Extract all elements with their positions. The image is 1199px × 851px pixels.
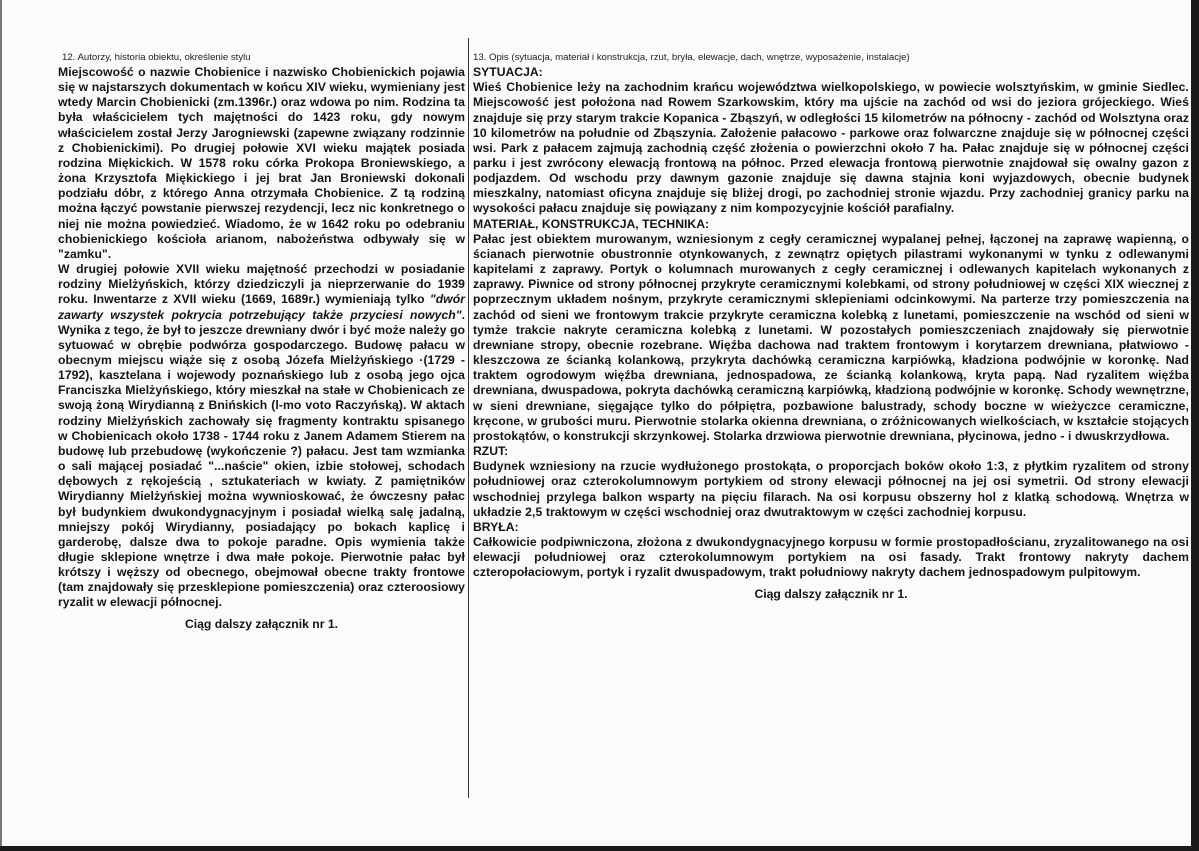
section-text-bryla: Całkowicie podpiwniczona, złożona z dwukondygnacyjnego korpusu w formie prostopadłościanu, zryzalitowanego na osi elewacji południowej oraz czterokolumnowym portykiem na osi fasady. Trakt frontowy nakryty dachem czteropołaciowym, portyk i ryzalit dwuspadowym, trakt południowy nakryty dachem jednospadowym pulpitowym. [473,535,1189,580]
left-column-content [58,65,465,631]
right-column-description [471,52,1189,835]
right-continuation-note: Ciąg dalszy załącznik nr 1. [754,586,908,601]
section-text-material: Pałac jest obiektem murowanym, wzniesionym z cegły ceramicznej wypalanej pełnej, łączonej na zaprawę wapienną, o ścianach pierwotnie obustronnie otynkowanych, z zewnątrz opiętych pilastrami wykonanymi w tynku z odlewanymi kapitelami z zaprawy. Portyk o kolumnach murowanych z cegły ceramicznej i odlewanych kapitelach wykonanych z zaprawy. Piwnice od strony północnej przykryte ceramicznymi kolebkami, od strony południowej w części XIX wiecznej z poprzecznym układem nośnym, przykryte ceramicznymi sklepieniami odcinkowymi. Na parterze trzy pomieszczenia na zachód od sieni we frontowym trakcie przykryte ceramiczna kolebką z lunetami, pomieszczenie na wschód od sieni w tymże trakcie nakryte ceramiczna kolebką z lunetami. W pozostałych pomieszczeniach znajdowały się pierwotnie drewniane stropy, obecnie rozebrane. Więźba dachowa nad traktem frontowym i korytarzem drewniana, płatwiowo - kleszczowa ze ścianką kolankową, przykryta dachówką ceramiczna karpiówką, kładziona podwójnie w koronkę. Nad traktem ogrodowym więźba drewniana, jednospadowa, ze ścianką kolankową, kryta papą. Nad ryzalitem więźba drewniana, dwuspadowa, pokryta dachówką ceramiczną karpiówką, kładzioną podwójnie w koronkę. Schody wewnętrzne, w sieni drewniane, sięgające tylko do półpiętra, pozbawione balustrady, schody boczne w wieżyczce ceramiczne, kręcone, w grubości muru. Pierwotnie stolarka okienna drewniana, o zróżnicowanych wielkościach, w kształcie stojących prostokątów, o konstrukcji skrzynkowej. Stolarka drzwiowa pierwotnie drewniana, płycinowa, jedno - i dwuskrzydłowa. [473,231,1189,443]
left-column-header: 12. Autorzy, historia obiektu, określenie stylu [62,52,251,63]
history-paragraph-2-part-a: W drugiej połowie XVII wieku majętność przechodzi w posiadanie rodziny Mielżyńskich, którzy dziedziczyli ja nieprzerwanie do 1939 roku. Inwentarze z XVII wieku (1669, 1689r.) wymieniają tylko [58,262,465,307]
section-text-rzut: Budynek wzniesiony na rzucie wydłużonego prostokąta, o proporcjach boków około 1:3, z płytkim ryzalitem od strony południowej oraz czterokolumnowym portykiem od strony elewacji północnej na jej osi symetrii. Od strony elewacji wschodniej przylega balkon wsparty na pięciu filarach. Na osi korpusu obszerny hol z klatką schodową. Wnętrza w układzie 2,5 traktowym w części wschodniej oraz dwutraktowym w części zachodniej korpusu. [473,459,1189,519]
history-paragraph-2-part-b: . Wynika z tego, że był to jeszcze drewniany dwór i być może należy go sytuować w obrębie podwórza gospodarczego. Budowę pałacu w obecnym miejscu wiąże się z osobą Józefa Mielżyńskiego ·(1729 - 1792), kasztelana i wojewody poznańskiego lub z osobą jego ojca Franciszka Mielżyńskiego, który mieszkał na stałe w Chobienicach ze swoją żoną Wirydianną z Bnińskich (l-mo voto Raczyńską). W aktach rodziny Mielżyńskich zachowały się fragmenty kontraktu spisanego w Chobienicach około 1738 - 1744 roku z Janem Adamem Stierem na budowę lub przebudowę (wykończenie ?) pałacu. Jest tam wzmianka o sali mającej posiadać "...naście" okien, izbie stołowej, schodach dębowych z rękojeścią , sztukateriach w kwiaty. Z pamiętników Wirydianny Mielżyńskiej można wywnioskować, że ówczesny pałac był budynkiem dwukondygnacyjnym i posiadał wielką salę jadalną, mniejszy pokój Wirydianny, posiadający po bokach kaplicę i garderobę, dalsze dwa to pokoje paradne. Opis wymienia także długie sklepione wnętrze i dwa małe pokoje. Pierwotnie pałac był krótszy i węższy od obecnego, obejmował obecne trakty frontowe (tam znajdowały się przesklepione pomieszczenia) oraz czteroosiowy ryzalit w elewacji północnej. [58,307,465,610]
section-heading-sytuacja: SYTUACJA: [473,65,543,79]
scan-edge-right [1191,0,1199,851]
section-heading-material: MATERIAŁ, KONSTRUKCJA, TECHNIKA: [473,216,710,231]
right-column-content [473,65,1189,601]
history-paragraph-2 [58,262,465,611]
scan-edge-left [0,0,2,851]
left-column-history [58,52,469,835]
history-quote: "dwór zawarty wszystek pokrycia potrzebujący także przyciesi nowych" [58,292,465,322]
right-column-header: 13. Opis (sytuacja, materiał i konstrukcja, rzut, bryła, elewacje, dach, wnętrze, wyposażenie, instalacje) [473,52,910,63]
scan-edge-bottom [0,846,1199,851]
left-continuation-note: Ciąg dalszy załącznik nr 1. [184,616,339,631]
section-heading-bryla: BRYŁA: [473,519,519,534]
history-paragraph-1: Miejscowość o nazwie Chobienice i nazwisko Chobienickich pojawia się w najstarszych dokumentach w końcu XIV wieku, wymieniany jest wtedy Marcin Chobienicki (zm.1396r.) oraz wdowa po nim. Rodzina ta była właścicielem tych majętności do 1423 roku, gdy nowym właścicielem został Jerzy Jarogniewski (zapewne związany rodzinnie z Chobienickimi). Po drugiej połowie XVI wieku majątek posiada rodzina Miękickich. W 1578 roku córka Prokopa Broniewskiego, a żona Krzysztofa Miękickiego i jej brat Jan Broniewski dokonali podziału dóbr, z którego Anna otrzymała Chobienice. Z tą rodziną można łączyć powstanie pierwszej rezydencji, lecz nic konkretnego o niej nie można powiedzieć. Wiadomo, że w 1642 roku po odebraniu chobienickiego kościoła arianom, nabożeństwa odbywały się w "zamku". [58,65,465,261]
section-text-sytuacja: Wieś Chobienice leży na zachodnim krańcu województwa wielkopolskiego, w powiecie wolsztyńskim, w gminie Siedlec. Miejscowość jest położona nad Rowem Szarkowskim, który ma ujście na zachód od wsi do jeziora grójeckiego. Wieś znajduje się przy starym trakcie Kopanica - Zbąszyń, w odległości 15 kilometrów na północny - zachód od Wolsztyna oraz 10 kilometrów na południe od Zbąszynia. Założenie pałacowo - parkowe oraz folwarczne znajduje się w północnej części wsi. Park z pałacem zajmują zachodnią część złożenia o powierzchni około 7 ha. Pałac znajduje się w północnej części parku i jest zwrócony elewacją frontową na północ. Przed elewacja frontową pierwotnie znajdował się owalny gazon z podjazdem. Od wschodu przy dawnym gazonie znajduje się dawna stajnia koni wyjazdowych, obecnie budynek mieszkalny, natomiast oficyna znajduje się bliżej drogi, po zachodniej stronie wjazdu. Przy zachodniej granicy parku na wysokości pałacu znajduje się powiązany z nim kompozycyjnie kościół parafialny. [473,80,1189,216]
section-heading-rzut: RZUT: [473,444,509,458]
